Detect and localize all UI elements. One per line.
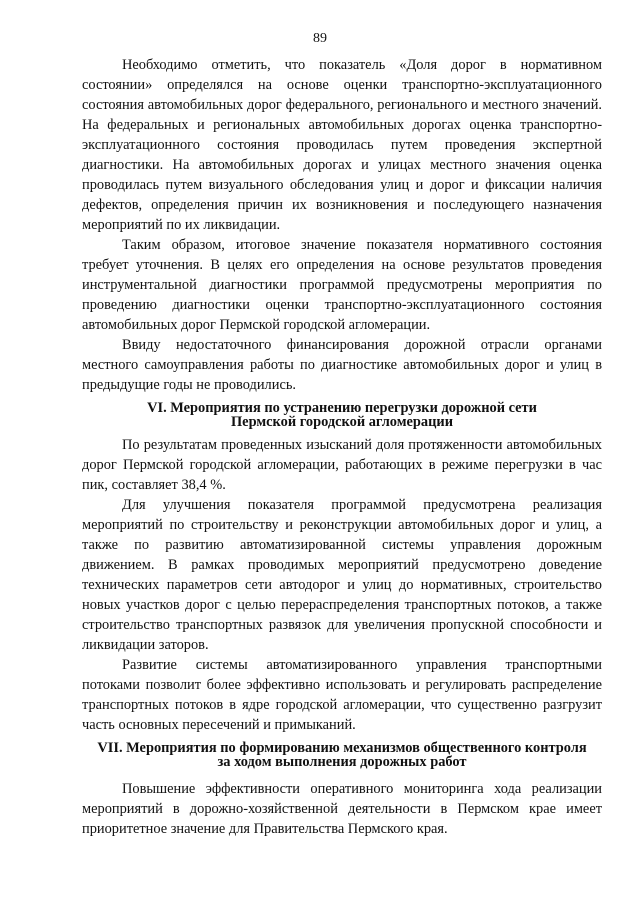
paragraph-improvement-measures: Для улучшения показателя программой предусмотрена реализация мероприятий по строительству и реконструкции автомобильных дорог и улиц, а также по развитию автоматизированной системы управления дорожным движением. В рамках проводимых мероприятий предусмотрено доведение технических параметров сети автодорог и улиц до нормативных, строительство новых участков дорог с целью перераспределения транспортных потоков, а также строительство транспортных развязок для увеличения пропускной способности и ликвидации заторов. [82,497,602,653]
paragraph-overload-share: По результатам проведенных изысканий доля протяженности автомобильных дорог Пермской городской агломерации, работающих в режиме перегрузки в час пик, составляет 38,4 %. [82,437,602,493]
paragraph-traffic-management-system: Развитие системы автоматизированного управления транспортными потоками позволит более эффективно использовать и регулировать распределение транспортных потоков в ядре городской агломерации, что существенно разгрузит часть основных пересечений и примыканий. [82,657,602,733]
section-heading-vii-line1: VII. Мероприятия по формированию механизмов общественного контроля [97,740,587,756]
paragraph-insufficient-funding: Ввиду недостаточного финансирования дорожной отрасли органами местного самоуправления работы по диагностике автомобильных дорог и улиц в предыдущие годы не проводились. [82,337,602,393]
section-heading-vii [82,741,602,769]
section-heading-vi [82,401,602,429]
section-heading-vi-line2: Пермской городской агломерации [230,414,453,430]
section-heading-vi-line1: VI. Мероприятия по устранению перегрузки дорожной сети [147,400,537,416]
paragraph-road-condition-indicator: Необходимо отметить, что показатель «Доля дорог в нормативном состоянии» определялся на основе оценки транспортно-эксплуатационного состояния автомобильных дорог федерального, регионального и местного значений. На федеральных и региональных автомобильных дорогах оценка транспортно-эксплуатационного состояния проводилась путем проведения экспертной диагностики. На автомобильных дорогах и улицах местного значения оценка проводилась путем визуального обследования улиц и дорог и фиксации наличия дефектов, определения причин их возникновения и последующего назначения мероприятий по их ликвидации. [82,57,602,233]
paragraph-indicator-clarification: Таким образом, итоговое значение показателя нормативного состояния требует уточнения. В целях его определения на основе результатов проведения инструментальной диагностики программой предусмотрены мероприятия по проведению диагностики оценки транспортно-эксплуатационного состояния автомобильных дорог Пермской городской агломерации. [82,237,602,333]
paragraph-monitoring-priority: Повышение эффективности оперативного мониторинга хода реализации мероприятий в дорожно-хозяйственной деятельности в Пермском крае имеет приоритетное значение для Правительства Пермского края. [82,781,602,837]
section-heading-vii-line2: за ходом выполнения дорожных работ [217,754,467,770]
page-body [82,55,602,839]
page-number: 89 [313,31,327,46]
